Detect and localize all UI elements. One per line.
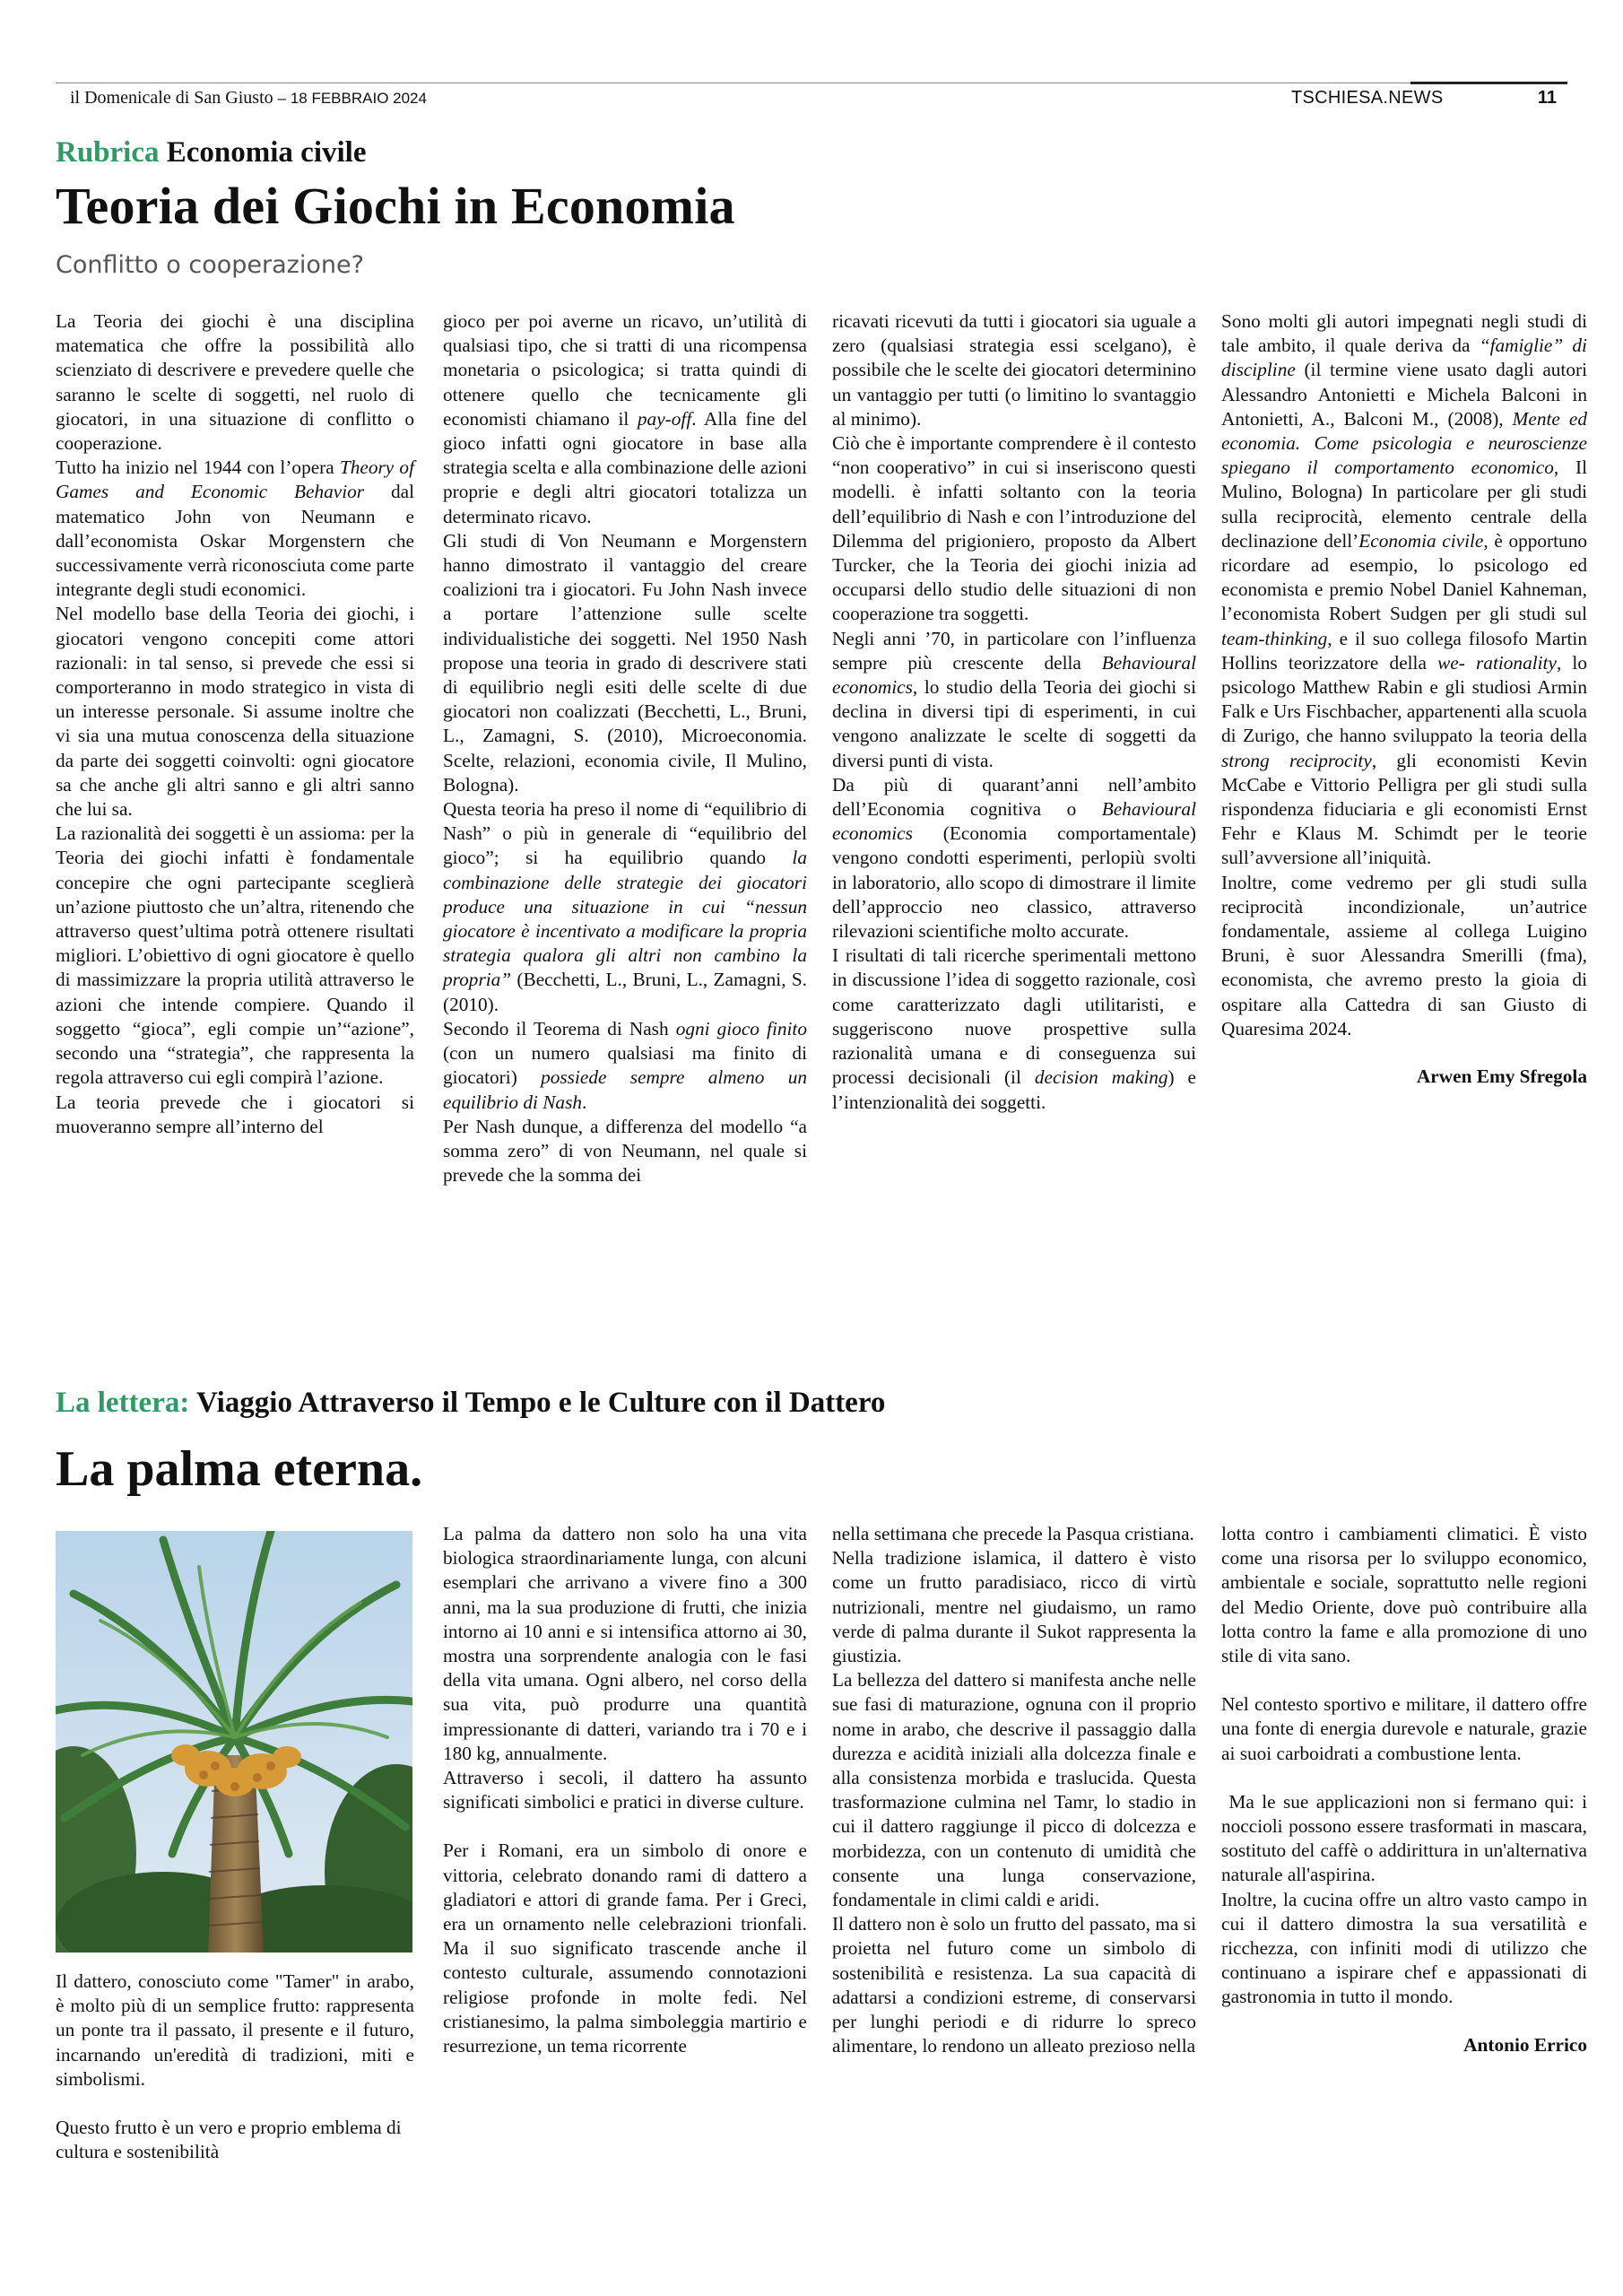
paragraph-gap <box>56 2092 414 2116</box>
paragraph: Nella tradizione islamica, il dattero è visto come un frutto paradisiaco, ricco di virtù nutrizionali, mentre nel giudaismo, un ramo verde di palma durante il Sukot rappresenta la giustizia. <box>832 1547 1196 1667</box>
paragraph: Il dattero non è solo un frutto del passato, ma si proietta nel futuro come un simbolo di sostenibilità e resistenza. La sua capacità di adattarsi a condizioni estreme, di conservarsi per lunghi periodi e di ridurre lo spreco alimentare, lo rendono un alleato prezioso nella <box>832 1913 1196 2057</box>
text-run: Questa teoria ha preso il nome di “equilibrio di Nash” o più in generale di “equilibrio del gioco”; si ha equilibrio quando <box>443 798 807 869</box>
text-run: , e il suo collega filosofo Martin Hollins teorizzatore della <box>1221 627 1587 674</box>
italic-term: “famiglie” di discipline <box>1221 335 1587 381</box>
paragraph: Inoltre, come vedremo per gli studi sulla reciprocità incondizionale, un’autrice fondamentale, assieme al collega Luigino Bruni, è suor Alessandra Smerilli (fma), economista, che avremo presto la gioia di ospitare alla Cattedra di san Giusto di Quaresima 2024. <box>1221 871 1587 1039</box>
text-run: . <box>582 1091 587 1113</box>
book-title: Theory of Games and Economic Behavior <box>56 457 414 503</box>
italic-term: Behavioural economics <box>832 798 1196 845</box>
text-run: . Alla fine del gioco infatti ogni giocatore in base alla strategia scelta e alla combinazione delle azioni proprie e degli altri giocatori totalizza un determinato ricavo. <box>443 407 808 527</box>
author-signature: Arwen Emy Sfregola <box>1416 1065 1587 1088</box>
page-header <box>56 83 1567 113</box>
palm-tree-photo <box>56 1531 412 1952</box>
text-run: , lo studio della Teoria dei giochi si declina in diversi tipi di esperimenti, in cui vengono analizzate le scelte di soggetti da diversi punti di vista. <box>832 676 1196 771</box>
text-run: Tutto ha inizio nel 1944 con l’opera <box>56 457 340 479</box>
article1-subtitle: Conflitto o cooperazione? <box>56 251 364 279</box>
text-run: , è opportuno ricordare ad esempio, lo psicologo ed economista e premio Nobel Daniel Kahneman, l’economista Robert Sudgen per gli studi sul <box>1221 529 1587 625</box>
article1-column-4 <box>1221 309 1587 1089</box>
italic-term: pay-off <box>637 407 692 430</box>
italic-term: team-thinking <box>1221 627 1328 649</box>
paragraph <box>1221 309 1587 871</box>
italic-term: decision making <box>1034 1066 1168 1089</box>
italic-term: Behavioural economics <box>832 651 1196 699</box>
site-name: TSCHIESA.NEWS <box>1291 88 1444 108</box>
italic-term: we- rationality <box>1437 651 1557 674</box>
text-run: , Il Mulino, Bologna) In particolare per gli studi sulla reciprocità, elemento centrale della declinazione dell’ <box>1221 457 1587 552</box>
text-run: , lo psicologo Matthew Rabin e gli studiosi Armin Falk e Urs Fischbacher, appartenenti alla scuola di Zurigo, che hanno sviluppato la teoria della <box>1221 651 1587 747</box>
rubric-name: Economia civile <box>166 136 367 169</box>
article1-column-1 <box>56 309 414 1139</box>
paragraph: Nel contesto sportivo e militare, il dattero offre una fonte di energia durevole e naturale, grazie ai suoi carboidrati a combustione lenta. <box>1221 1693 1587 1764</box>
text-run: Sono molti gli autori impegnati negli studi di tale ambito, il quale deriva da <box>1221 310 1587 357</box>
kicker-text: Viaggio Attraverso il Tempo e le Culture con il Dattero <box>196 1387 886 1419</box>
paragraph <box>832 944 1196 1114</box>
text-run: (Economia comportamentale) vengono condotti esperimenti, perlopiù svolti in laboratorio, allo scopo di dimostrare il limite dell’approccio neo classico, attraverso rilevazioni scientifiche molto accurate. <box>832 822 1196 943</box>
paragraph-gap <box>443 1814 807 1839</box>
paragraph: Questo frutto è un vero e proprio emblema di cultura e sostenibilità <box>56 2117 402 2163</box>
text-run: (con un numero qualsiasi ma finito di giocatori) <box>443 1042 807 1089</box>
paragraph: Ma le sue applicazioni non si fermano qui: i noccioli possono essere trasformati in mascara, sostituto del caffè o addirittura in un'alternativa naturale all'aspirina. <box>1221 1790 1593 1886</box>
paragraph: La razionalità dei soggetti è un assioma: per la Teoria dei giochi infatti è fondamentale concepire che ogni partecipante sceglierà un’azione piuttosto che un’altra, ritenendo che attraverso quest’ultima potrà ottenere risultati migliori. L’obiettivo di ogni giocatore è quello di massimizzare la propria utilità attraverso le azioni che intende compiere. Quando il soggetto “gioca”, egli compie un’“azione”, secondo una “strategia”, che rappresenta la regola attraverso cui egli compirà l’azione. <box>56 822 414 1089</box>
paragraph-gap <box>1221 1766 1587 1790</box>
text-run: , gli economisti Kevin McCabe e Vittorio Pelligra per gli studi sulla rispondenza fiduciaria e gli economisti Ernst Fehr e Klaus M. Schimdt per le teorie sull’avversione all’iniquità. <box>1221 749 1588 869</box>
text-run: (Becchetti, L., Bruni, L., Zamagni, S. (2010). <box>443 969 807 1015</box>
paragraph <box>443 309 807 529</box>
issue-date: – 18 FEBBRAIO 2024 <box>277 90 427 107</box>
paragraph: La palma da dattero non solo ha una vita biologica straordinariamente lunga, con alcuni esemplari che arrivano a vivere fino a 300 anni, ma la sua produzione di frutti, che inizia intorno ai 10 anni e si intensifica attorno ai 30, mostra una sorprendente analogia con le fasi della vita umana. Ogni albero, nel corso della sua vita, può produrre una quantità impressionante di datteri, variando tra i 70 e i 180 kg, annualmente. <box>443 1523 807 1764</box>
article2-column-4 <box>1221 1522 1593 2057</box>
paragraph <box>832 773 1196 944</box>
paragraph: Attraverso i secoli, il dattero ha assunto significati simbolici e pratici in diverse culture. <box>443 1767 807 1813</box>
paragraph: lotta contro i cambiamenti climatici. È visto come una risorsa per lo sviluppo economico, ambientale e sociale, soprattutto nelle regioni del Medio Oriente, dove può contribuire alla lotta contro la fame e alla promozione di uno stile di vita sano. <box>1221 1523 1587 1667</box>
article1-column-3 <box>832 309 1196 1115</box>
italic-term: strong reciprocity <box>1221 749 1372 771</box>
italic-term: possiede sempre almeno un equilibrio di Nash <box>443 1066 807 1113</box>
page-number: 11 <box>1537 88 1557 108</box>
italic-term: Economia civile <box>1358 529 1484 552</box>
paragraph <box>443 1017 807 1115</box>
text-run: Negli anni ’70, in particolare con l’influenza sempre più crescente della <box>832 627 1196 674</box>
paragraph: Per Nash dunque, a differenza del modello “a somma zero” di von Neumann, nel quale si prevede che la somma dei <box>443 1115 807 1187</box>
palm-tree-illustration <box>56 1531 412 1952</box>
paragraph: Per i Romani, era un simbolo di onore e vittoria, celebrato donando rami di dattero a gladiatori e attori di grande fama. Per i Greci, era un ornamento nelle celebrazioni trionfali. Ma il suo significato trascende anche il contesto culturale, assumendo connotazioni religiose profonde in molte fedi. Nel cristianesimo, la palma simboleggia martirio e resurrezione, un tema ricorrente <box>443 1839 807 2057</box>
paragraph: Ciò che è importante comprendere è il contesto “non cooperativo” in cui si inseriscono questi modelli. è infatti soltanto con la teoria dell’equilibrio di Nash e con l’introduzione del Dilemma del prigioniero, proposto da Albert Turcker, che la Teoria dei giochi inizia ad occuparsi dello studio delle situazioni di non cooperazione tra soggetti. <box>832 432 1196 625</box>
text-run: Da più di quarant’anni nell’ambito dell’Economia cognitiva o <box>832 773 1196 821</box>
italic-quote: la combinazione delle strategie dei giocatori produce una situazione in cui “nessun giocatore è incentivato a modificare la propria strategia qualora gli altri non cambino la propria” <box>443 847 807 991</box>
publication-name <box>70 88 427 109</box>
text-run: Secondo il Teorema di Nash <box>443 1017 676 1039</box>
text-run: (il termine viene usato dagli autori Alessandro Antonietti e Michela Balconi in Antonietti, A., Balconi M., (2008), <box>1221 359 1587 430</box>
paragraph-gap <box>1221 1668 1587 1692</box>
book-title: Mente ed economia. Come psicologia e neuroscienze spiegano il comportamento economico <box>1221 407 1588 479</box>
paragraph: La bellezza del dattero si manifesta anche nelle sue fasi di maturazione, ognuna con il proprio nome in arabo, che descrive il passaggio dalla durezza e acidità iniziali alla dolcezza finale e alla consistenza morbida e traslucida. Questa trasformazione culmina nel Tamr, lo stadio in cui il dattero raggiunge il picco di dolcezza e morbidezza, con un contenuto di umidità che consente una lunga conservazione, fondamentale in climi caldi e aridi. <box>832 1669 1196 1911</box>
article1-column-2 <box>443 309 807 1187</box>
rubric-label: Rubrica <box>56 136 160 169</box>
article1-title: Teoria dei Giochi in Economia <box>56 177 735 235</box>
article2-title: La palma eterna. <box>56 1441 423 1497</box>
paragraph: Nel modello base della Teoria dei giochi, i giocatori vengono concepiti come attori razionali: in tal senso, si prevede che essi si comporteranno in modo strategico in vista di un interesse personale. Si assume inoltre che vi sia una mutua conoscenza della situazione da parte dei soggetti coinvolti: ogni giocatore sa che anche gli altri sanno e gli altri sanno che lui sa. <box>56 603 414 821</box>
author-signature: Antonio Errico <box>1463 2033 1587 2056</box>
kicker-label: La lettera: <box>56 1387 190 1419</box>
paragraph: Inoltre, la cucina offre un altro vasto campo in cui il dattero dimostra la sua versatilità e ricchezza, con infiniti modi di utilizzo che continuano a ispirare chef e appassionati di gastronomia in tutto il mondo. <box>1221 1888 1587 2008</box>
header-rule-accent <box>1410 82 1567 84</box>
article2-column-2 <box>443 1522 807 2058</box>
publication-title: il Domenicale di San Giusto <box>70 88 273 108</box>
paragraph: Gli studi di Von Neumann e Morgenstern hanno dimostrato il vantaggio del creare coalizioni tra i giocatori. Fu John Nash invece a portare l’attenzione sulle scelte individualistiche dei soggetti. Nel 1950 Nash propose una teoria in grado di descrivere stati di equilibrio negli esiti delle scelte di due giocatori non coalizzati (Becchetti, L., Bruni, L., Zamagni, S. (2010), Microeconomia. Scelte, relazioni, economia civile, Il Mulino, Bologna). <box>443 529 807 796</box>
italic-term: ogni gioco finito <box>675 1017 807 1039</box>
text-run: dal matematico John von Neumann e dall’economista Oskar Morgenstern che successivamente verrà riconosciuta come parte integrante degli studi economici. <box>56 481 414 601</box>
text-run: I risultati di tali ricerche sperimentali mettono in discussione l’idea di soggetto razionale, così come caratterizzato dagli utilitaristi, e suggeriscono nuove prospettive sulla razionalità umana e di conseguenza sui processi decisionali (il <box>832 944 1196 1089</box>
paragraph <box>832 627 1196 773</box>
article1-rubric <box>56 136 366 170</box>
paragraph <box>443 797 807 1017</box>
text-run: ) e l’intenzionalità dei soggetti. <box>832 1066 1197 1113</box>
article2-column-1 <box>56 1970 414 2164</box>
paragraph: ricavati ricevuti da tutti i giocatori sia uguale a zero (qualsiasi strategia essi scelgano), è possibile che le scelte dei giocatori determinino un vantaggio per tutti (o limitino lo svantaggio al minimo). <box>832 310 1196 430</box>
paragraph: Il dattero, conosciuto come "Tamer" in arabo, è molto più di un semplice frutto: rappresenta un ponte tra il passato, il presente e il futuro, incarnando un'eredità di tradizioni, miti e simbolismi. <box>56 1970 414 2090</box>
paragraph <box>56 456 414 602</box>
paragraph: La Teoria dei giochi è una disciplina matematica che offre la possibilità allo scienziato di descrivere e prevedere quelle che saranno le scelte di soggetti, nel ruolo di giocatori, in una situazione di conflitto o cooperazione. <box>56 310 414 455</box>
article2-column-3 <box>832 1522 1196 2058</box>
paragraph: La teoria prevede che i giocatori si muoveranno sempre all’interno del <box>56 1091 414 1137</box>
paragraph: nella settimana che precede la Pasqua cristiana. <box>832 1523 1194 1544</box>
text-run: gioco per poi averne un ricavo, un’utilità di qualsiasi tipo, che si tratti di una ricompensa monetaria o psicologica; si tratta quindi di ottenere quello che tecnicamente gli economisti chiamano il <box>443 310 807 430</box>
article2-kicker <box>56 1387 885 1420</box>
